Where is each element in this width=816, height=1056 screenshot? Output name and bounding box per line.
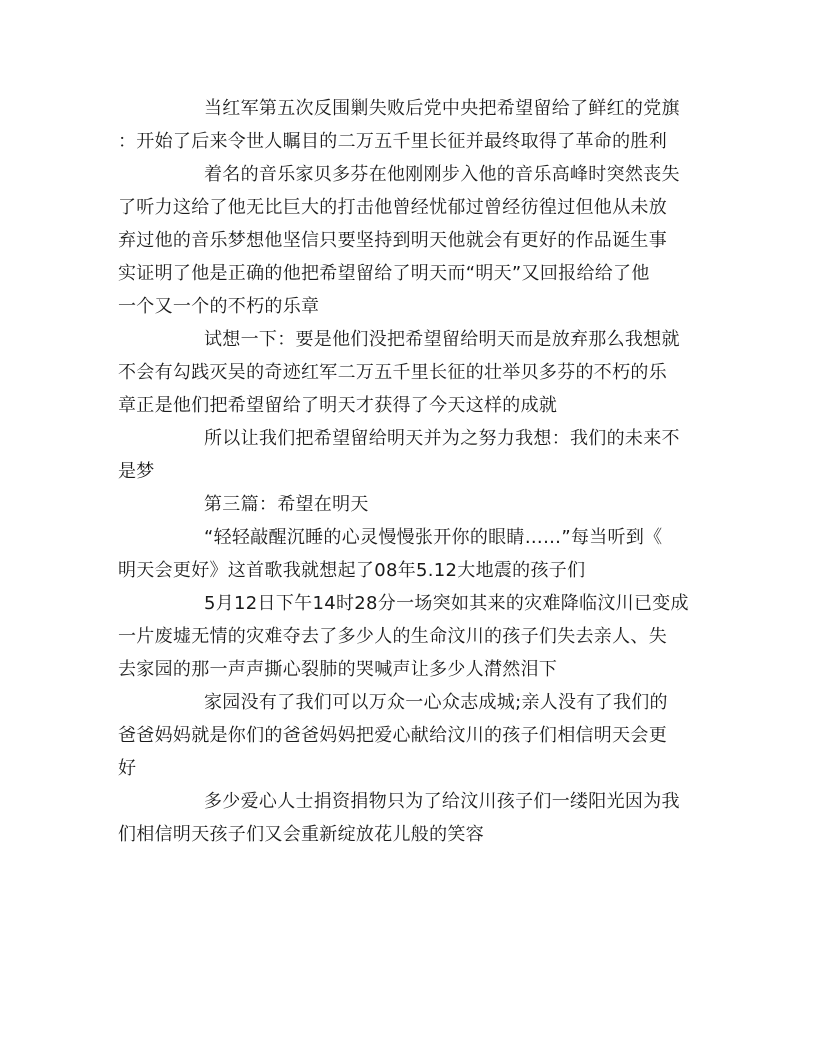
- paragraph-beethoven: [118, 158, 698, 323]
- paragraph-imagine: [118, 323, 698, 422]
- document-page: [118, 92, 698, 851]
- text-line: 着名的音乐家贝多芬在他刚刚步入他的音乐高峰时突然丧失: [204, 164, 680, 185]
- paragraph-red-army: [118, 92, 698, 158]
- text-line: 们相信明天孩子们又会重新绽放花儿般的笑容: [118, 824, 484, 845]
- text-line: 试想一下：要是他们没把希望留给明天而是放弃那么我想就: [204, 329, 680, 350]
- text-line: ：开始了后来令世人瞩目的二万五千里长征并最终取得了革命的胜利: [118, 131, 667, 152]
- text-line: 家园没有了我们可以万众一心众志成城;亲人没有了我们的: [204, 692, 668, 713]
- text-line: 当红军第五次反围剿失败后党中央把希望留给了鲜红的党旗: [204, 98, 680, 119]
- text-line: 5月12日下午14时28分一场突如其来的灾难降临汶川已变成: [204, 593, 689, 614]
- text-line: 一片废墟无情的灾难夺去了多少人的生命汶川的孩子们失去亲人、失: [118, 626, 667, 647]
- text-line: 了听力这给了他无比巨大的打击他曾经忧郁过曾经彷徨过但他从未放: [118, 197, 667, 218]
- text-line: 明天会更好》这首歌我就想起了08年5.12大地震的孩子们: [118, 560, 586, 581]
- text-line: 弃过他的音乐梦想他坚信只要坚持到明天他就会有更好的作品诞生事: [118, 230, 667, 251]
- text-line: 不会有勾践灭吴的奇迹红军二万五千里长征的壮举贝多芬的不朽的乐: [118, 362, 667, 383]
- paragraph-dream: [118, 422, 698, 488]
- paragraph-earthquake: [118, 587, 698, 686]
- text-line: 所以让我们把希望留给明天并为之努力我想：我们的未来不: [204, 428, 680, 449]
- section-heading-text: 第三篇：希望在明天: [204, 494, 369, 515]
- text-line: 多少爱心人士捐资捐物只为了给汶川孩子们一缕阳光因为我: [204, 791, 680, 812]
- paragraph-song: [118, 521, 698, 587]
- text-line: 去家园的那一声声撕心裂肺的哭喊声让多少人潸然泪下: [118, 659, 558, 680]
- text-line: 一个又一个的不朽的乐章: [118, 296, 320, 317]
- text-line: “轻轻敲醒沉睡的心灵慢慢张开你的眼睛……”每当听到《: [204, 527, 663, 548]
- paragraph-donations: [118, 785, 698, 851]
- text-line: 章正是他们把希望留给了明天才获得了今天这样的成就: [118, 395, 558, 416]
- paragraph-home: [118, 686, 698, 785]
- text-line: 是梦: [118, 461, 155, 482]
- section-heading: [118, 488, 698, 521]
- text-line: 好: [118, 758, 137, 779]
- text-line: 爸爸妈妈就是你们的爸爸妈妈把爱心献给汶川的孩子们相信明天会更: [118, 725, 667, 746]
- text-line: 实证明了他是正确的他把希望留给了明天而“明天”又回报给给了他: [118, 263, 650, 284]
